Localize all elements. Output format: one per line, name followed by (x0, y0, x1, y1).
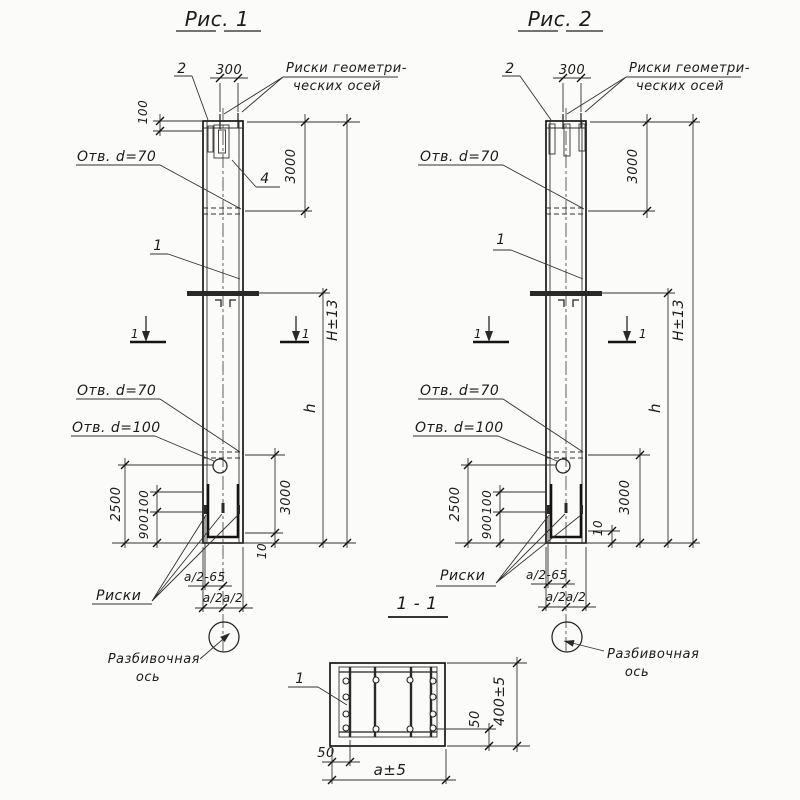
figure-1 (71, 7, 407, 685)
fig2-dim-a2-65: a/2-65 (526, 568, 568, 582)
fig2-dim-3000-bottom: 3000 (618, 479, 633, 515)
fig1-hole-d100-label: Отв. d=100 (72, 420, 161, 436)
fig2-axis-note-line1: Риски геометри- (629, 61, 750, 76)
fig1-embedded-item-4 (208, 125, 229, 158)
fig1-hole-top-label: Отв. d=70 (77, 149, 157, 165)
fig1-dim-a2-right: a/2 (222, 591, 244, 605)
fig1-dim-900: 900 (137, 514, 151, 540)
fig1-axis-note-line1: Риски геометри- (286, 61, 407, 76)
fig2-cut-label-left: 1 (473, 327, 483, 341)
fig1-dim-a2-65: a/2-65 (184, 570, 226, 584)
fig1-dim-h: h (301, 402, 319, 414)
fig1-axis-note-line2: ческих осей (293, 79, 382, 94)
section-1-1 (288, 594, 530, 784)
fig1-cut-label-left: 1 (130, 327, 140, 341)
fig1-dim-100: 100 (137, 489, 151, 515)
fig1-bottom-marks (204, 503, 240, 514)
fig2-layout-axis-circle (552, 622, 582, 652)
section-title: 1 - 1 (396, 594, 438, 614)
fig1-corbel (187, 291, 259, 296)
fig1-dim-3000-bottom: 3000 (279, 479, 294, 515)
fig2-dim-2500: 2500 (448, 486, 463, 522)
section-outline (330, 663, 445, 746)
fig2-marks-label: Риски (440, 568, 486, 584)
fig1-dim-a2-left: a/2 (202, 591, 224, 605)
fig1-cut-label-right: 1 (301, 327, 311, 341)
fig2-title: Рис. 2 (527, 7, 593, 31)
fig1-section-cut-markers (130, 316, 309, 342)
fig1-dim-2500: 2500 (109, 486, 124, 522)
fig2-section-cut-markers (473, 316, 636, 342)
fig2-dim-a2-left: a/2 (545, 590, 567, 604)
fig2-bottom-marks (547, 503, 583, 514)
section-callout-1: 1 (295, 671, 305, 687)
fig2-corbel (530, 291, 602, 296)
fig2-dim-a2-right: a/2 (565, 590, 587, 604)
fig2-hole-d70-label: Отв. d=70 (420, 383, 500, 399)
fig1-dim-300: 300 (215, 63, 243, 78)
fig2-callout-1: 1 (496, 232, 506, 248)
fig1-dim-100-top: 100 (136, 99, 150, 125)
fig2-axis-note-line2: ческих осей (636, 79, 725, 94)
section-dim-50-right: 50 (468, 710, 483, 728)
fig1-callout-1: 1 (153, 238, 163, 254)
fig1-dim-10: 10 (255, 542, 269, 560)
fig2-dim-300: 300 (558, 63, 586, 78)
fig2-dim-10: 10 (591, 519, 605, 537)
fig1-hole-d70-label: Отв. d=70 (77, 383, 157, 399)
fig2-hole-top-label: Отв. d=70 (420, 149, 500, 165)
fig1-axis-label-line2: ось (135, 670, 161, 685)
fig2-hole-d100-label: Отв. d=100 (415, 420, 504, 436)
section-dim-400: 400±5 (492, 676, 508, 726)
fig2-axis-label-line1: Разбивочная (607, 647, 700, 662)
fig2-dim-H: H±13 (671, 298, 687, 342)
fig1-title: Рис. 1 (184, 7, 250, 31)
fig1-hole-d100-circle (213, 459, 227, 473)
fig2-cut-label-right: 1 (638, 327, 648, 341)
fig1-callout-4: 4 (260, 171, 270, 187)
section-rebar-cage (339, 667, 437, 737)
fig1-axis-label-line1: Разбивочная (107, 652, 200, 667)
fig2-hole-d100-circle (556, 459, 570, 473)
fig2-dim-h: h (646, 402, 664, 414)
section-dim-50-left: 50 (317, 746, 335, 761)
fig2-dim-3000-top: 3000 (626, 148, 641, 184)
fig1-marks-label: Риски (96, 588, 142, 604)
fig1-callout-2: 2 (177, 61, 187, 77)
fig2-dim-900: 900 (480, 514, 494, 540)
fig2-callout-2: 2 (505, 61, 515, 77)
fig1-dim-H: H±13 (325, 298, 341, 342)
fig1-dim-3000-top: 3000 (284, 148, 299, 184)
fig2-top-bar-slots (549, 124, 585, 156)
section-dim-a: a±5 (373, 761, 407, 779)
fig2-dim-100: 100 (480, 489, 494, 515)
figure-2 (413, 7, 750, 680)
fig2-axis-label-line2: ось (624, 665, 650, 680)
